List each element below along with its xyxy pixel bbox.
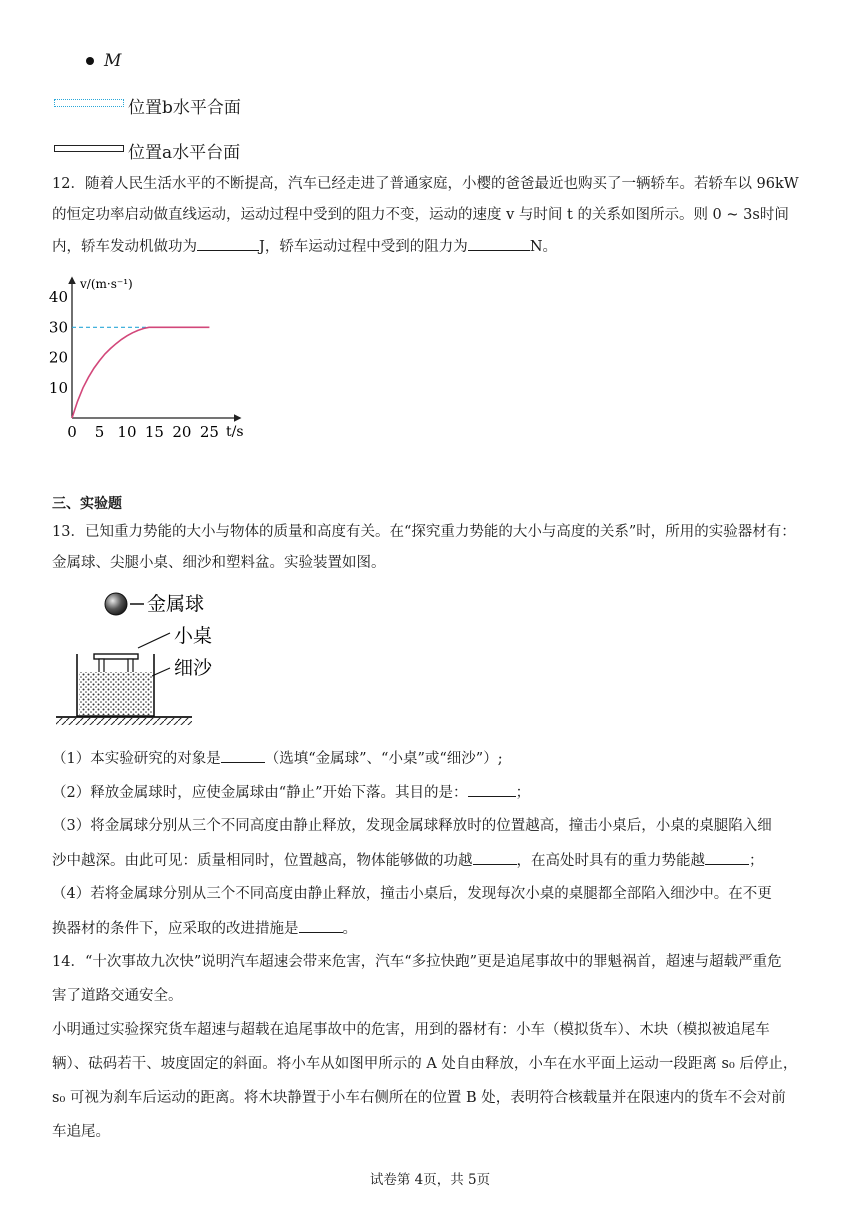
q13-blank-4[interactable] <box>705 850 749 865</box>
q12-blank-resistance[interactable] <box>468 236 530 251</box>
y-tick-label: 20 <box>48 348 68 367</box>
q13-part3-line1: （3）将金属球分别从三个不同高度由静止释放，发现金属球释放时的位置越高，撞击小桌后，小桌的桌腿陷入细 <box>52 818 772 834</box>
q12-line1: 12．随着人民生活水平的不断提高，汽车已经走进了普通家庭，小樱的爸爸最近也购买了一辆轿车。若轿车以 96kW <box>52 176 799 192</box>
x-tick-label: 25 <box>199 423 219 441</box>
q14-line3: 小明通过实验探究货车超速与超载在追尾事故中的危害，用到的器材有：小车（模拟货车）、木块（模拟被追尾车 <box>52 1022 770 1038</box>
q12-blank-work[interactable] <box>197 236 259 251</box>
q13-part3-text-a: 沙中越深。由此可见：质量相同时，位置越高，物体能够做的功越 <box>52 853 473 869</box>
legend-figure <box>52 48 312 168</box>
q13-part1 <box>52 748 503 769</box>
q13-part4-line1: （4）若将金属球分别从三个不同高度由静止释放，撞击小桌后，发现每次小桌的桌腿都全部陷入细沙中。在不更 <box>52 886 772 902</box>
position-a-solid-bar <box>54 145 124 152</box>
q14-line1: 14．“十次事故九次快”说明汽车超速会带来危害，汽车“多拉快跑”更是追尾事故中的罪魁祸首，超速与超载严重危 <box>52 954 782 970</box>
table-leg-right <box>128 659 133 673</box>
velocity-time-chart <box>44 268 254 448</box>
y-tick-labels <box>49 288 68 397</box>
point-m-label: M <box>104 51 122 71</box>
sand-label: 细沙 <box>174 657 213 679</box>
q14-line4: 辆）、砝码若干、坡度固定的斜面。将小车从如图甲所示的 A 处自由释放，小车在水平面上运动一段距离 s₀ 后停止， <box>52 1056 798 1072</box>
q12-line3-part1: 内，轿车发动机做功为 <box>52 239 197 255</box>
ball-label: 金属球 <box>147 593 205 615</box>
q12-line3 <box>52 236 557 257</box>
x-axis-label: t/s <box>226 424 244 440</box>
q13-part1-text-a: （1）本实验研究的对象是 <box>52 751 221 767</box>
q13-part2-text-b: ； <box>515 785 531 801</box>
y-tick-label: 10 <box>48 378 68 397</box>
q13-part3-text-b: ，在高处时具有的重力势能越 <box>516 853 705 869</box>
velocity-curve <box>72 327 209 418</box>
q12-line3-part3: N。 <box>529 239 557 255</box>
x-tick-label: 15 <box>144 423 164 441</box>
x-tick-label: 20 <box>172 423 192 441</box>
q13-part3-text-c: ； <box>749 853 764 869</box>
q13-blank-2[interactable] <box>468 782 516 797</box>
position-a-label: 位置a水平台面 <box>128 143 241 163</box>
q13-line1: 13．已知重力势能的大小与物体的质量和高度有关。在“探究重力势能的大小与高度的关系”时，所用的实验器材有： <box>52 524 796 540</box>
sand-fill <box>79 672 152 715</box>
x-tick-label: 0 <box>67 423 77 441</box>
q13-blank-5[interactable] <box>299 918 343 933</box>
experiment-figure <box>52 588 252 728</box>
x-tick-labels <box>67 423 219 441</box>
table-leg-left <box>99 659 104 673</box>
q13-line2: 金属球、尖腿小桌、细沙和塑料盆。实验装置如图。 <box>52 555 386 571</box>
q13-part4-text-b: 。 <box>342 921 357 937</box>
q13-part4-line2 <box>52 918 357 939</box>
table-leader-line <box>138 633 170 648</box>
q13-blank-1[interactable] <box>221 748 265 763</box>
q12-line3-part2: J，轿车运动过程中受到的阻力为 <box>259 239 468 255</box>
x-tick-label: 10 <box>117 423 137 441</box>
y-axis-label: v/(m·s⁻¹) <box>80 277 133 291</box>
q13-part4-text-a: 换器材的条件下，应采取的改进措施是 <box>52 921 299 937</box>
metal-ball <box>105 593 127 615</box>
q12-line2: 的恒定功率启动做直线运动，运动过程中受到的阻力不变，运动的速度 v 与时间 t 的关系如图所示。则 0 ~ 3s时间 <box>52 207 789 223</box>
table-label: 小桌 <box>174 625 213 647</box>
page-footer: 试卷第 4页，共 5页 <box>369 1172 491 1188</box>
section-3-title: 三、实验题 <box>52 496 122 512</box>
point-m-dot <box>86 57 94 65</box>
q13-part2-text-a: （2）释放金属球时，应使金属球由“静止”开始下落。其目的是： <box>52 785 468 801</box>
q14-line6: 车追尾。 <box>52 1124 110 1140</box>
q14-line2: 害了道路交通安全。 <box>52 988 183 1004</box>
table-top <box>94 654 138 659</box>
q13-part2 <box>52 782 530 803</box>
x-tick-label: 5 <box>94 423 105 441</box>
y-tick-label: 30 <box>48 318 68 337</box>
q13-part1-text-b: （选填“金属球”、“小桌”或“细沙”）; <box>264 751 503 767</box>
position-b-dashed-bar <box>54 99 124 107</box>
position-b-label: 位置b水平合面 <box>128 98 241 118</box>
y-tick-label: 40 <box>48 288 68 307</box>
q14-line5: s₀ 可视为刹车后运动的距离。将木块静置于小车右侧所在的位置 B 处，表明符合核载量并在限速内的货车不会对前 <box>52 1090 786 1106</box>
ground-hatch <box>56 718 192 725</box>
q13-blank-3[interactable] <box>473 850 517 865</box>
q13-part3-line2 <box>52 850 764 871</box>
